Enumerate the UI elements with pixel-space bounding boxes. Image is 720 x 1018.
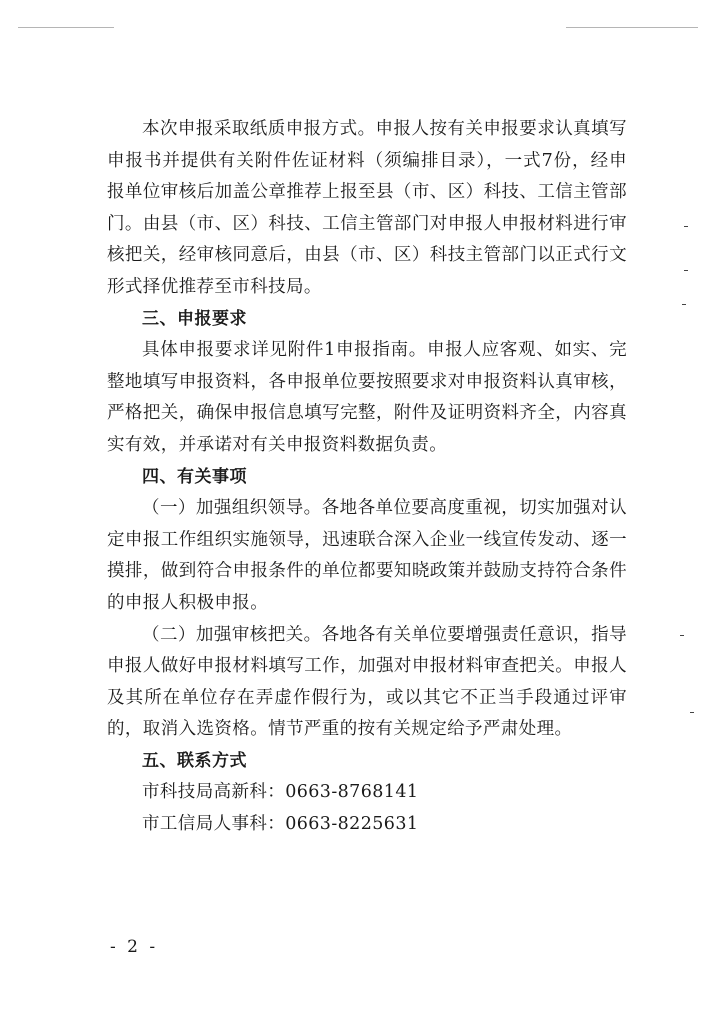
scan-speck bbox=[682, 304, 686, 305]
section-heading: 五、联系方式 bbox=[142, 750, 247, 771]
paragraph-text: 各地各有关单位要增强责任意识，指导申报人做好申报材料填写工作，加强对申报材料审查把关。申报人及其所在单位存在弄虚作假行为，或以其它不正当手段通过评审的，取消入选资格。情节严重的按有关规定给予严肃处理。 bbox=[107, 624, 627, 740]
paragraph-text: 本次申报采取纸质申报方式。申报人按有关申报要求认真填写申报书并提供有关附件佐证材料（须编排目录），一式7份，经申报单位审核后加盖公章推荐上报至县（市、区）科技、工信主管部门。由县（市、区）科技、工信主管部门对申报人申报材料进行审核把关，经审核同意后，由县（市、区）科技主管部门以正式行文形式择优推荐至市科技局。 bbox=[107, 119, 627, 297]
section-heading: 四、有关事项 bbox=[142, 466, 247, 487]
document-body bbox=[107, 114, 627, 841]
scan-speck bbox=[690, 712, 694, 713]
contact-line bbox=[107, 809, 627, 841]
contact-phone: 0663-8225631 bbox=[285, 814, 419, 835]
contact-label: 市工信局人事科： bbox=[142, 814, 286, 835]
contact-phone: 0663-8768141 bbox=[285, 782, 419, 803]
scan-edge-line bbox=[18, 27, 114, 28]
page-number: - 2 - bbox=[110, 937, 159, 957]
scan-speck bbox=[680, 635, 684, 636]
paragraph-lead: （二）加强审核把关。 bbox=[142, 624, 322, 645]
paragraph bbox=[107, 620, 627, 746]
paragraph bbox=[107, 493, 627, 619]
paragraph-lead: （一）加强组织领导。 bbox=[142, 498, 322, 519]
contact-label: 市科技局高新科： bbox=[142, 782, 286, 803]
scan-speck bbox=[684, 226, 688, 227]
paragraph-text: 具体申报要求详见附件1申报指南。申报人应客观、如实、完整地填写申报资料，各申报单位要按照要求对申报资料认真审核，严格把关，确保申报信息填写完整，附件及证明资料齐全，内容真实有效，并承诺对有关申报资料数据负责。 bbox=[107, 340, 627, 455]
scan-speck bbox=[684, 270, 688, 271]
paragraph bbox=[107, 114, 627, 304]
contact-line bbox=[107, 777, 627, 809]
section-heading: 三、申报要求 bbox=[142, 308, 247, 329]
scan-edge-line bbox=[566, 27, 698, 28]
paragraph bbox=[107, 335, 627, 461]
paragraph-text: 各地各单位要高度重视，切实加强对认定申报工作组织实施领导，迅速联合深入企业一线宣传发动、逐一摸排，做到符合申报条件的单位都要知晓政策并鼓励支持符合条件的申报人积极申报。 bbox=[107, 498, 627, 613]
